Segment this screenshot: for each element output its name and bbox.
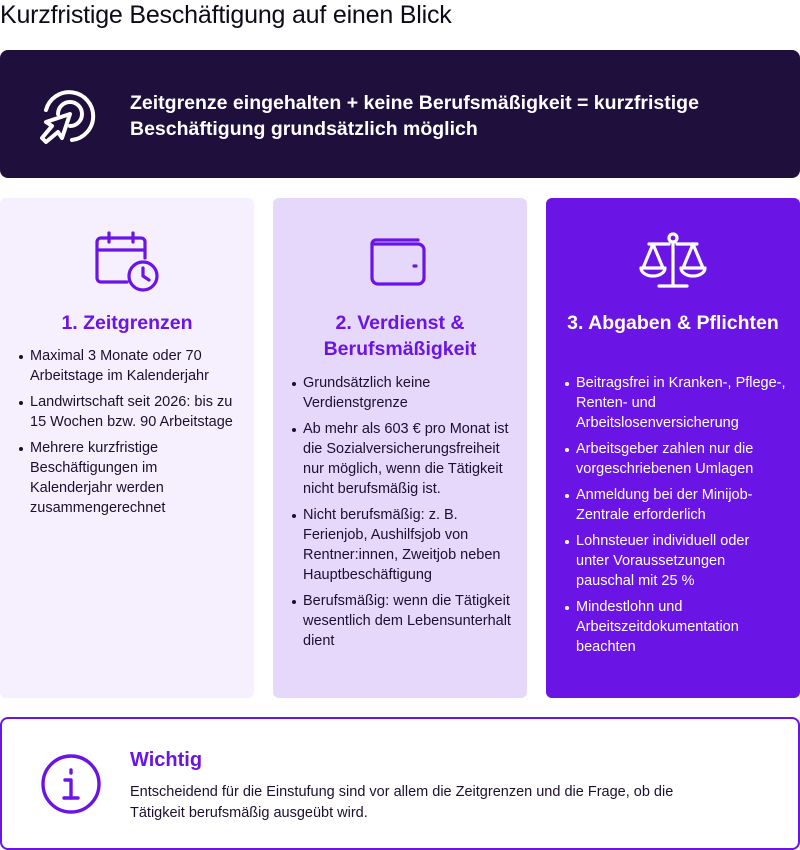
summary-banner [0,50,800,178]
list-item: Arbeitsgeber zahlen nur die vorgeschriebenen Umlagen [564,439,786,479]
scales-icon [637,230,709,294]
list-item: Berufsmäßig: wenn die Tätigkeit wesentlich dem Lebensunterhalt dient [291,591,513,651]
list-item: Beitragsfrei in Kranken-, Pflege-, Renten- und Arbeitslosenversicherung [564,373,786,433]
card-list [18,346,240,524]
card-title: 3. Abgaben & Pflichten [567,312,779,334]
card-list [564,373,786,663]
list-item: Mindestlohn und Arbeitszeitdokumentation beachten [564,597,786,657]
calendar-clock-icon [91,230,163,294]
list-item: Lohnsteuer individuell oder unter Voraussetzungen pauschal mit 25 % [564,531,786,591]
list-item: Nicht berufsmäßig: z. B. Ferienjob, Aushilfsjob von Rentner:innen, Zweitjob neben Hauptbeschäftigung [291,505,513,585]
note-text: Entscheidend für die Einstufung sind vor allem die Zeitgrenzen und die Frage, ob die Tätigkeit berufsmäßig ausgeübt wird. [130,784,674,821]
wallet-icon [364,230,436,294]
page-title: Kurzfristige Beschäftigung auf einen Blick [0,1,452,29]
list-item: Ab mehr als 603 € pro Monat ist die Sozialversicherungsfreiheit nur möglich, wenn die Tätigkeit nicht berufsmäßig ist. [291,419,513,499]
list-item: Mehrere kurzfristige Beschäftigungen im Kalenderjahr werden zusammengerechnet [18,438,240,518]
card-title: 2. Verdienst & Berufsmäßigkeit [323,312,477,360]
list-item: Grundsätzlich keine Verdienstgrenze [291,373,513,413]
list-item: Maximal 3 Monate oder 70 Arbeitstage im Kalenderjahr [18,346,240,386]
card-title: 1. Zeitgrenzen [61,312,193,334]
info-icon [40,753,102,815]
list-item: Anmeldung bei der Minijob-Zentrale erforderlich [564,485,786,525]
note-title: Wichtig [130,749,203,771]
card-list [291,373,513,657]
important-note [0,717,800,850]
target-cursor-icon [36,84,100,148]
card-zeitgrenzen [0,198,254,698]
card-abgaben [546,198,800,698]
card-verdienst [273,198,527,698]
list-item: Landwirtschaft seit 2026: bis zu 15 Wochen bzw. 90 Arbeitstage [18,392,240,432]
banner-text: Zeitgrenze eingehalten + keine Berufsmäßigkeit = kurzfristige Beschäftigung grundsätzlich möglich [130,92,699,140]
